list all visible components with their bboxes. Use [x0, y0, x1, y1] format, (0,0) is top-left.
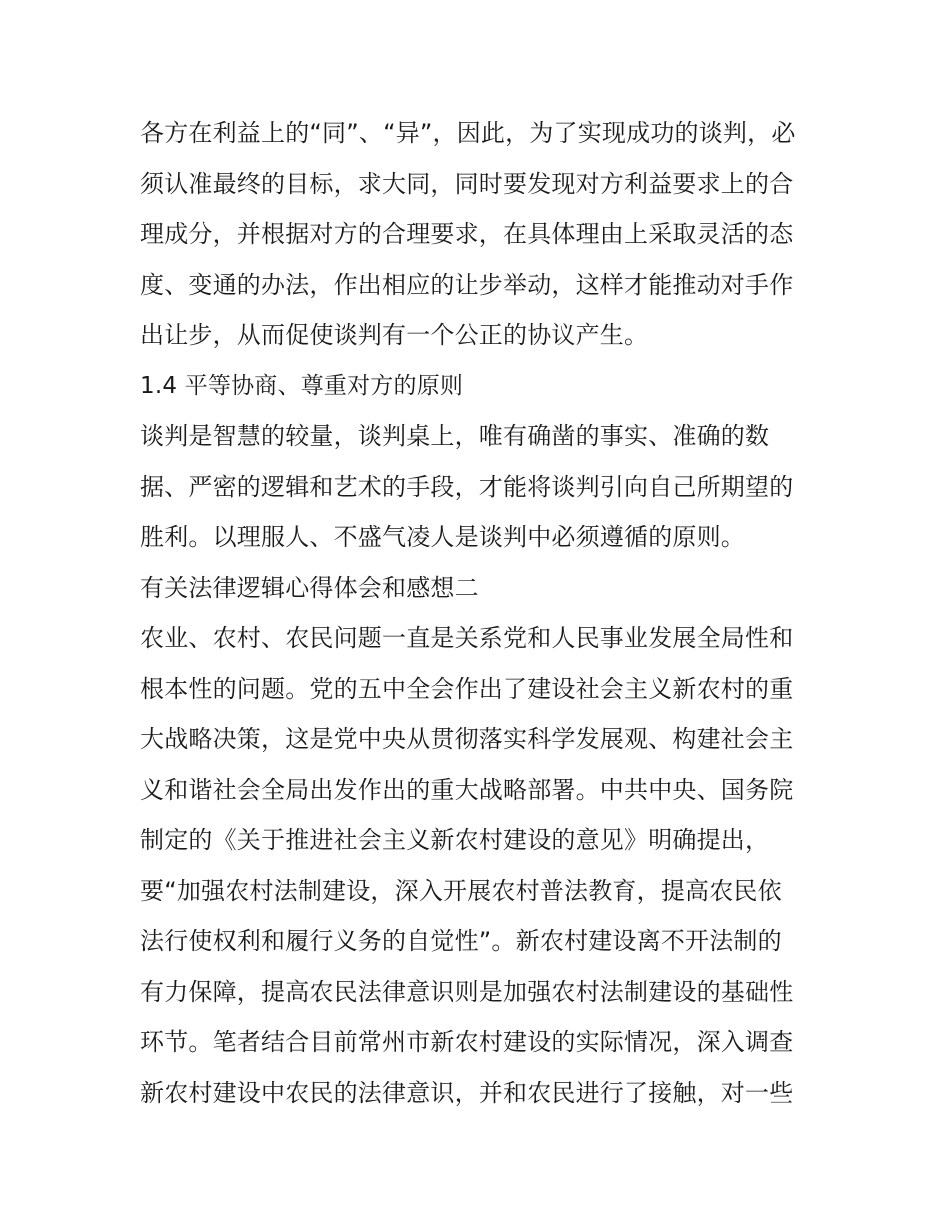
paragraph-line: 要“加强农村法制建设，深入开展农村普法教育，提高农民依 [140, 876, 782, 905]
paragraph-line: 农业、农村、农民问题一直是关系党和人民事业发展全局性和 [140, 624, 794, 652]
paragraph-line: 制定的《关于推进社会主义新农村建设的意见》明确提出， [140, 826, 770, 854]
paragraph-line: 据、严密的逻辑和艺术的手段，才能将谈判引向自己所期望的 [140, 472, 794, 501]
paragraph-line: 出让步，从而促使谈判有一个公正的协议产生。 [140, 321, 649, 349]
section-title: 有关法律逻辑心得体会和感想二 [140, 573, 479, 602]
paragraph-line: 度、变通的办法，作出相应的让步举动，这样才能推动对手作 [140, 270, 794, 299]
paragraph-line: 胜利。以理服人、不盛气凌人是谈判中必须遵循的原则。 [140, 523, 745, 551]
paragraph-line: 环节。笔者结合目前常州市新农村建设的实际情况，深入调查 [140, 1028, 794, 1056]
section-heading: 1.4 平等协商、尊重对方的原则 [140, 372, 464, 399]
paragraph-line: 根本性的问题。党的五中全会作出了建设社会主义新农村的重 [140, 674, 794, 703]
paragraph-line: 有力保障，提高农民法律意识则是加强农村法制建设的基础性 [140, 977, 794, 1006]
paragraph-line: 义和谐社会全局出发作出的重大战略部署。中共中央、国务院 [140, 775, 794, 804]
paragraph-line: 新农村建设中农民的法律意识，并和农民进行了接触，对一些 [140, 1078, 794, 1107]
paragraph-line: 理成分，并根据对方的合理要求，在具体理由上采取灵活的态 [140, 220, 794, 248]
paragraph-line: 各方在利益上的“同”、“异”，因此，为了实现成功的谈判，必 [140, 119, 796, 147]
paragraph-line: 须认准最终的目标，求大同，同时要发现对方利益要求上的合 [140, 169, 794, 198]
document-body [140, 108, 820, 1118]
paragraph-line: 法行使权利和履行义务的自觉性”。新农村建设离不开法制的 [140, 927, 782, 955]
paragraph-line: 谈判是智慧的较量，谈判桌上，唯有确凿的事实、准确的数 [140, 422, 770, 450]
paragraph-line: 大战略决策，这是党中央从贯彻落实科学发展观、构建社会主 [140, 725, 794, 753]
